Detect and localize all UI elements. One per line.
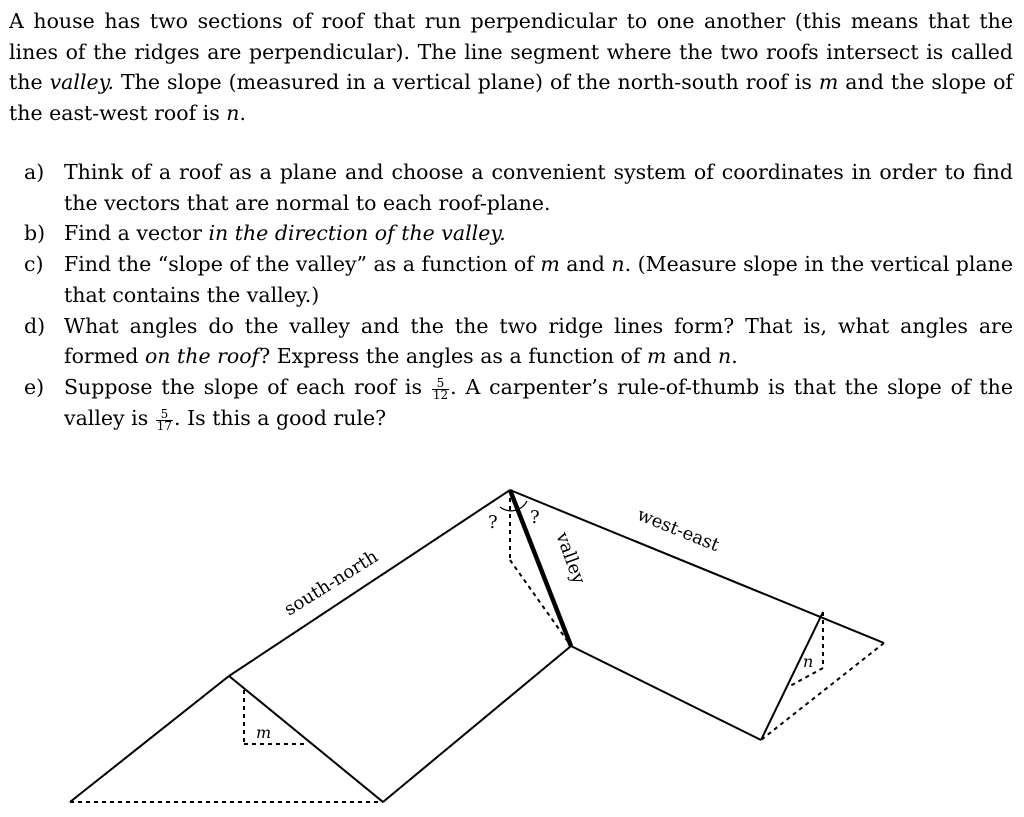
part-label: a) <box>24 160 45 184</box>
part-text: . <box>731 344 738 369</box>
roof-diagram <box>0 455 1024 817</box>
west-east-gable-edge <box>761 612 823 740</box>
var-n: n <box>226 101 240 126</box>
part-text-italic: on the roof <box>144 344 260 369</box>
slope-n-label: n <box>803 652 814 671</box>
fraction-numerator: 5 <box>432 378 449 390</box>
intro-text: The slope (measured in a vertical plane) of the north-south roof is <box>114 70 819 95</box>
question-parts <box>24 157 1013 433</box>
part-b <box>24 218 1013 249</box>
west-east-eave-edge <box>571 646 761 740</box>
part-text: and <box>559 252 612 277</box>
slope-m-label: m <box>256 723 272 742</box>
south-north-roof-edge <box>70 676 229 802</box>
var-m: m <box>646 344 667 369</box>
var-m: m <box>818 70 839 95</box>
fraction-numerator: 5 <box>156 409 173 421</box>
part-text: Suppose the slope of each roof is <box>64 374 431 399</box>
east-ground-dashed <box>761 643 884 740</box>
part-label: d) <box>24 313 46 338</box>
intro-text: and the slope of the east-west roof is <box>9 70 1013 126</box>
intro-text: A house has two sections of roof that run perpendicular to one another (this means that the lines of the ridges are perpendicular). The line segment where the two roofs intersect is called the <box>9 9 1013 95</box>
fraction-5-17 <box>156 409 173 432</box>
south-north-ridge-line <box>229 490 510 676</box>
part-text: Find the “slope of the valley” as a function of <box>64 252 541 277</box>
var-n: n <box>611 252 625 277</box>
part-text: . (Measure slope in the vertical plane that contains the valley.) <box>64 252 1013 307</box>
part-label: b) <box>24 221 46 246</box>
west-east-label: west-east <box>634 504 723 557</box>
part-c <box>24 249 1013 310</box>
part-text: Think of a roof as a plane and choose a convenient system of coordinates in order to find the vectors that are normal to each roof-plane. <box>64 160 1013 215</box>
var-m: m <box>540 252 560 277</box>
part-text: ? Express the angles as a function of <box>259 344 647 369</box>
problem-intro <box>9 6 1013 129</box>
part-text: . Is this a good rule? <box>174 405 387 430</box>
south-north-gable-edge <box>229 676 383 802</box>
fraction-5-12 <box>432 378 449 401</box>
part-text: and <box>666 344 719 369</box>
part-label: e) <box>24 374 45 399</box>
angle-question-left: ? <box>488 512 498 533</box>
part-text: What angles do the valley and the the two ridge lines form? That is, what angles are formed <box>64 313 1013 369</box>
var-n: n <box>718 344 732 369</box>
valley-line <box>510 490 571 646</box>
south-north-label: south-north <box>280 546 382 621</box>
valley-label: valley <box>551 529 590 587</box>
fraction-denominator: 17 <box>156 419 173 434</box>
part-label: c) <box>24 252 44 277</box>
part-e <box>24 372 1013 433</box>
fraction-denominator: 12 <box>432 388 449 403</box>
intro-valley-term: valley. <box>49 70 115 95</box>
part-text: . A carpenter’s rule-of-thumb is that the slope of the valley is <box>64 374 1013 430</box>
part-d <box>24 311 1013 372</box>
part-text: Find a vector <box>64 221 209 246</box>
angle-question-right: ? <box>530 507 540 528</box>
intro-text: . <box>239 101 246 126</box>
roof-junction-edge <box>383 646 571 802</box>
part-a <box>24 157 1013 218</box>
part-text-italic: in the direction of the valley. <box>208 221 506 246</box>
